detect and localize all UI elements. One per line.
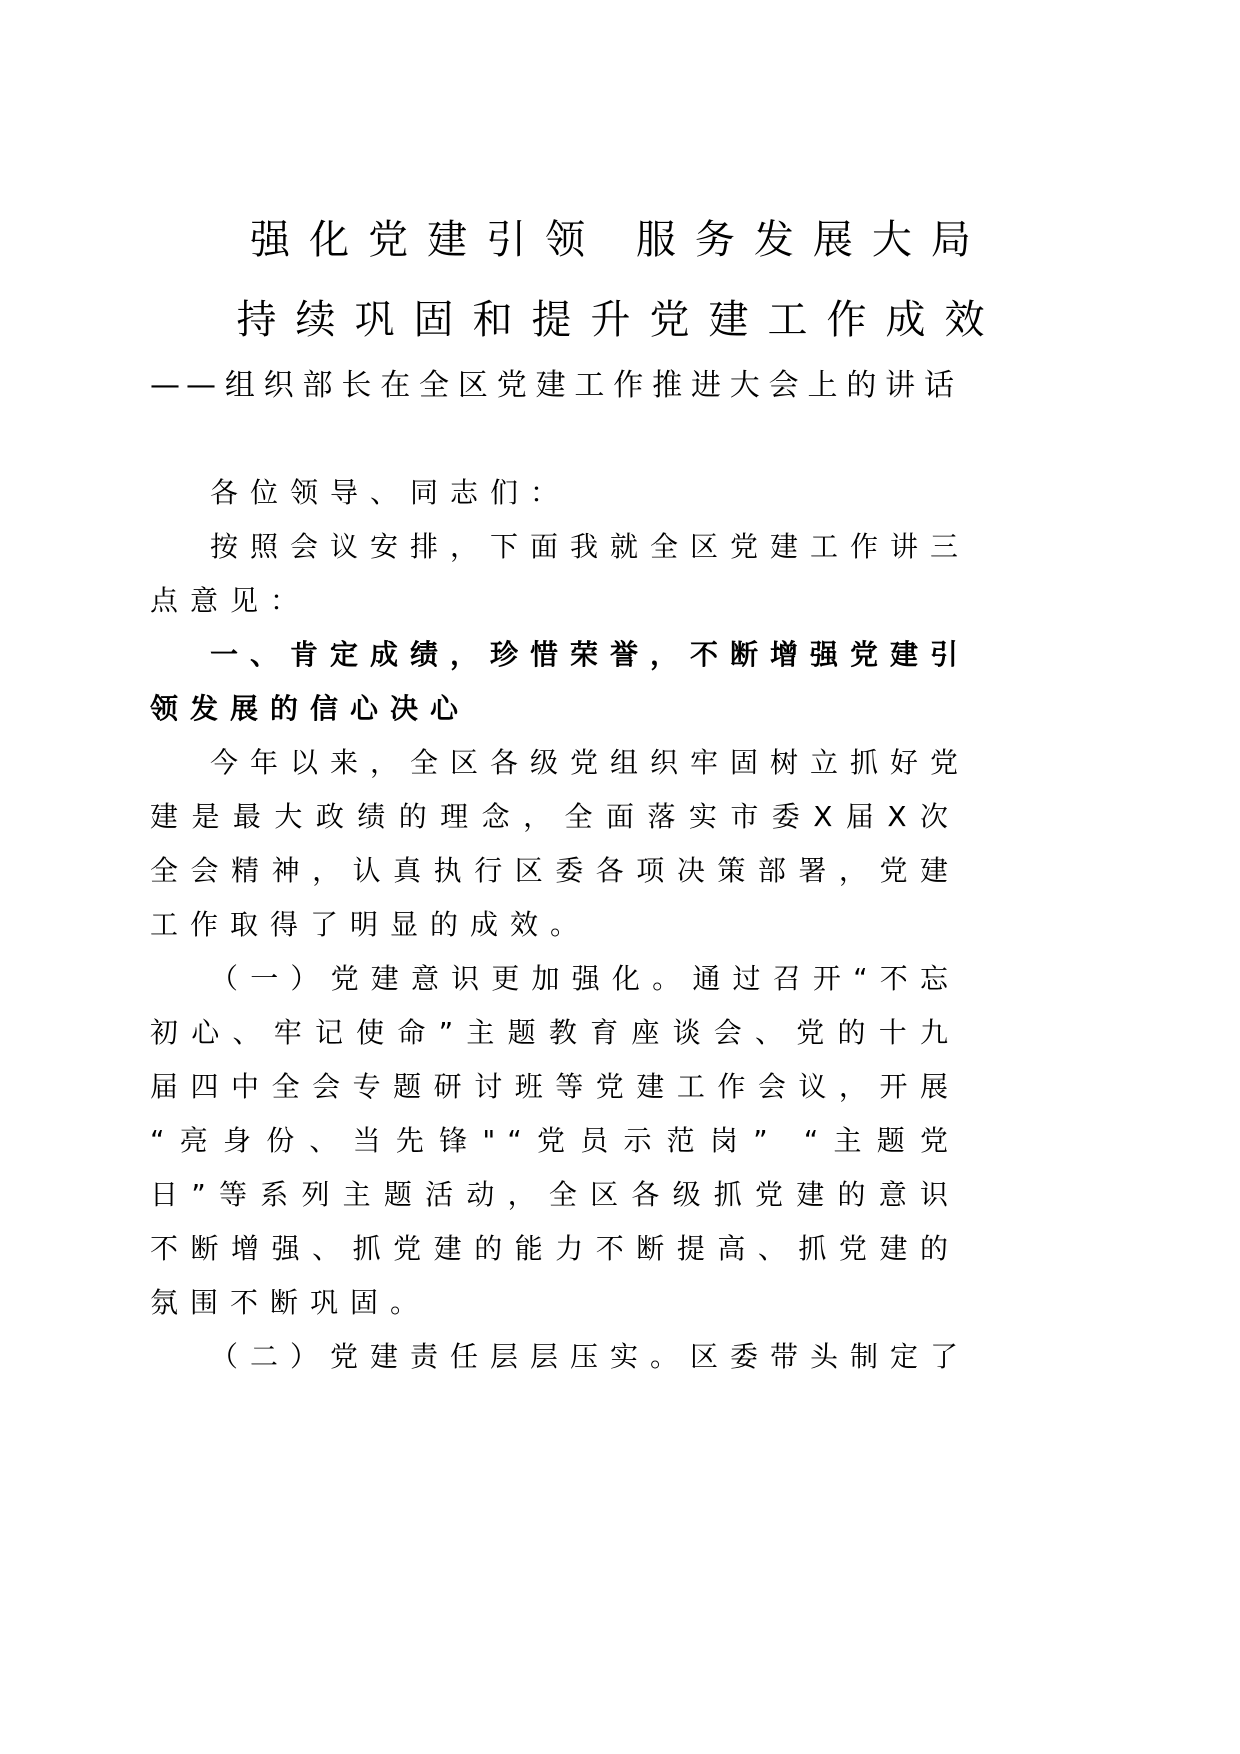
title-line-1: 强化党建引领 服务发展大局 <box>250 217 990 263</box>
paragraph-line: “亮身份、当先锋"“党员示范岗” “主题党 <box>150 1124 960 1157</box>
section-heading: 一、肯定成绩，珍惜荣誉，不断增强党建引 <box>210 638 971 671</box>
paragraph-line: 今年以来，全区各级党组织牢固树立抓好党 <box>210 746 971 779</box>
paragraph-line: 不断增强、抓党建的能力不断提高、抓党建的 <box>150 1232 960 1265</box>
paragraph-line: 建是最大政绩的理念，全面落实市委X届X次 <box>150 800 960 833</box>
paragraph-line: （二）党建责任层层压实。区委带头制定了 <box>210 1340 971 1373</box>
paragraph-line: （一）党建意识更加强化。通过召开“不忘 <box>210 962 960 995</box>
paragraph-line: 点意见： <box>150 584 311 617</box>
paragraph-line: 日”等系列主题活动，全区各级抓党建的意识 <box>150 1178 960 1211</box>
section-heading: 领发展的信心决心 <box>150 692 471 725</box>
paragraph-line: 工作取得了明显的成效。 <box>150 908 591 941</box>
document-body <box>150 470 971 1388</box>
paragraph-line: 氛围不断巩固。 <box>150 1286 431 1319</box>
subtitle: ——组织部长在全区党建工作推进大会上的讲话 <box>150 368 960 403</box>
paragraph-line: 按照会议安排，下面我就全区党建工作讲三 <box>210 530 971 563</box>
paragraph-line: 初心、牢记使命”主题教育座谈会、党的十九 <box>150 1016 960 1049</box>
paragraph-line: 全会精神，认真执行区委各项决策部署，党建 <box>150 854 960 887</box>
salutation: 各位领导、同志们： <box>210 476 571 509</box>
paragraph-line: 届四中全会专题研讨班等党建工作会议，开展 <box>150 1070 960 1103</box>
title-line-2: 持续巩固和提升党建工作成效 <box>236 297 1004 343</box>
